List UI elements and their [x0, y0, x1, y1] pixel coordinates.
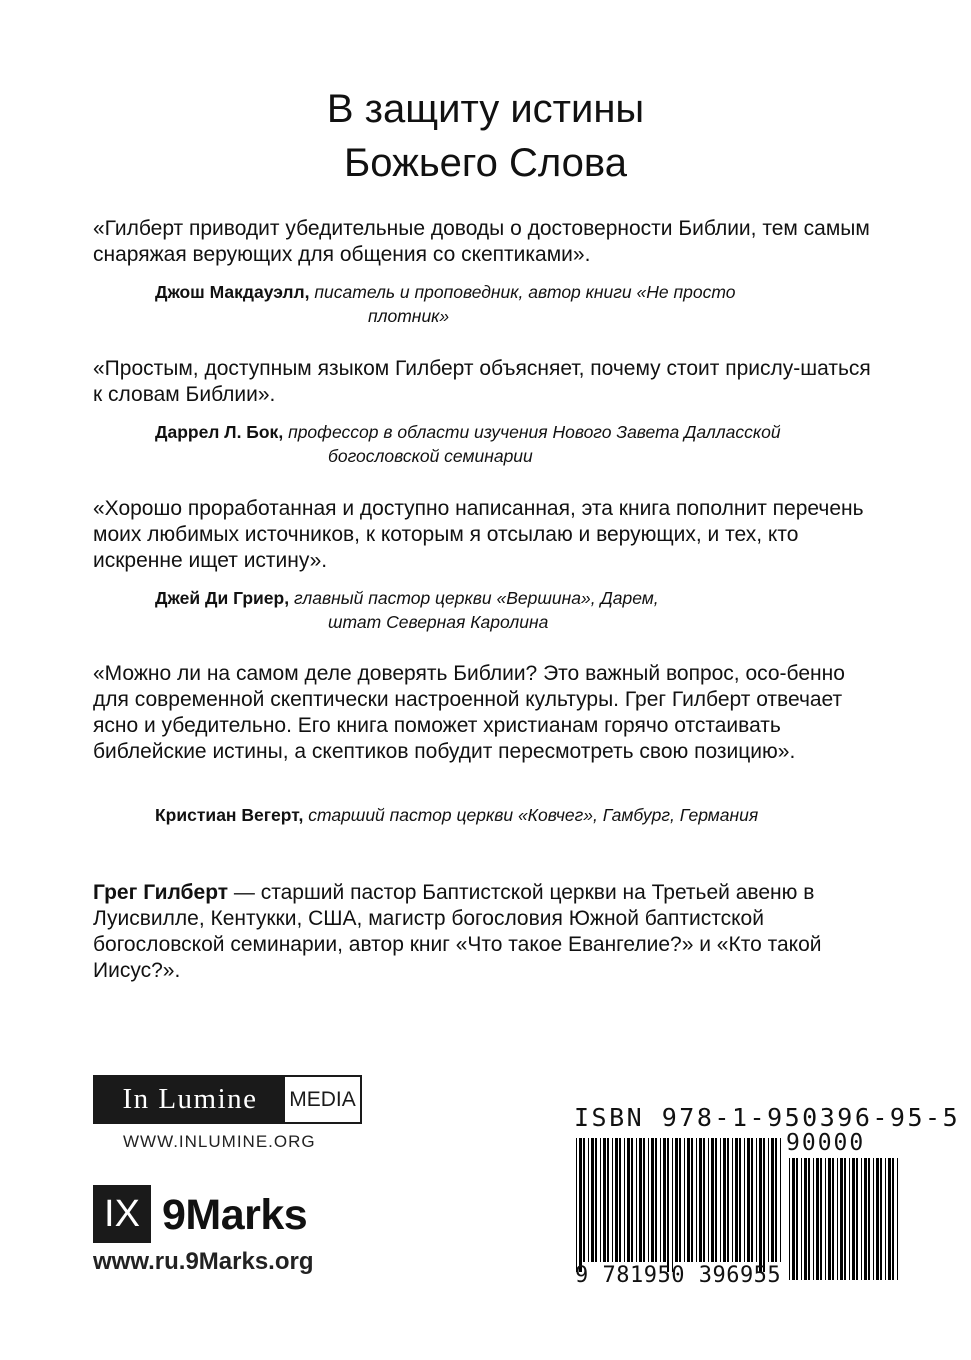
quote-author-role-cont: плотник» — [368, 306, 450, 326]
barcode-bar — [703, 1138, 705, 1262]
barcode-bar — [583, 1138, 585, 1262]
barcode-bar — [696, 1138, 697, 1262]
barcode-bar — [691, 1138, 693, 1262]
barcode-bar — [849, 1158, 850, 1280]
quote-text: «Хорошо проработанная и доступно написанная, эта книга пополнит перечень моих любимых источников, к которым я отсылаю и верующих, и тех, кто искренне ищет истину». — [93, 497, 864, 572]
barcode-bar — [715, 1138, 717, 1262]
barcode-bar — [727, 1138, 729, 1262]
author-bio-text: — старший пастор Баптистской церкви на Третьей авеню в Луисвилле, Кентукки, США, магистр богословия Южной баптистской богословской семинарии, автор книг «Что такое Евангелие?» и «Кто такой Иисус?». — [93, 881, 822, 982]
barcode-bar — [579, 1138, 582, 1272]
quote-author-role: писатель и проповедник, автор книги «Не просто — [314, 282, 736, 302]
quote-text: «Можно ли на самом деле доверять Библии? Это важный вопрос, осо-бенно для современной скептически настроенной культуры. Грег Гилберт отвечает ясно и убедительно. Его книга поможет христианам горячо отстаивать библейские истины, а скептиков побудит пересмотреть свою позицию». — [93, 662, 845, 763]
barcode-bar — [735, 1138, 738, 1262]
title-line-1: В защиту истины — [326, 87, 645, 131]
inlumine-logo-right: MEDIA — [289, 1087, 356, 1111]
quote-text: «Гилберт приводит убедительные доводы о достоверности Библии, тем самым снаряжая верующих для общения со скептиками». — [93, 217, 870, 266]
quote-author: Джош Макдауэлл, — [155, 282, 310, 302]
barcode-bar — [888, 1158, 891, 1280]
barcode-bar — [667, 1138, 669, 1272]
inlumine-url: WWW.INLUMINE.ORG — [123, 1132, 316, 1151]
barcode-bar — [607, 1138, 609, 1262]
barcode-bar — [660, 1138, 661, 1262]
author-bio-name: Грег Гилберт — [93, 881, 229, 904]
barcode-bar — [763, 1138, 765, 1272]
barcode-bar — [747, 1138, 750, 1262]
barcode-bar — [768, 1138, 769, 1262]
barcode-bar — [804, 1158, 807, 1280]
barcode-bar — [828, 1158, 831, 1280]
barcode-bar — [603, 1138, 606, 1262]
barcode-bar — [576, 1138, 577, 1272]
barcode-bar — [816, 1158, 819, 1280]
quote-author-role: профессор в области изучения Нового Завета Далласской — [288, 422, 781, 442]
barcode-bar — [619, 1138, 621, 1262]
ninemarks-url: www.ru.9Marks.org — [93, 1248, 314, 1275]
barcode-bar — [820, 1158, 822, 1280]
barcode-bar — [612, 1138, 613, 1262]
barcode-bar — [739, 1138, 741, 1262]
barcode-bar — [840, 1158, 843, 1280]
barcode-bar — [897, 1158, 898, 1280]
barcode-bar — [861, 1158, 862, 1280]
barcode-bar — [796, 1158, 798, 1280]
barcode-bar — [856, 1158, 858, 1280]
barcode-bar — [711, 1138, 714, 1262]
barcode-bar — [684, 1138, 685, 1262]
barcode-bar — [708, 1138, 709, 1262]
barcode-bar — [744, 1138, 745, 1262]
quote-author-role: главный пастор церкви «Вершина», Дарем, — [293, 588, 659, 608]
barcode-bar — [595, 1138, 597, 1262]
barcode-bar — [780, 1138, 781, 1262]
barcode-bar — [844, 1158, 846, 1280]
barcode-bar — [837, 1158, 838, 1280]
barcode-bar — [663, 1138, 666, 1262]
quote-text: «Простым, доступным языком Гилберт объясняет, почему стоит прислу-шаться к словам Библии». — [93, 357, 871, 406]
quote-author-role-cont: штат Северная Каролина — [328, 612, 549, 632]
quote-author: Кристиан Вегерт, — [155, 805, 304, 825]
barcode-bar — [600, 1138, 601, 1262]
barcode-bar — [675, 1138, 678, 1262]
barcode-bar — [868, 1158, 870, 1280]
barcode-bar — [639, 1138, 642, 1262]
barcode-bar — [651, 1138, 654, 1262]
barcode-bar — [679, 1138, 681, 1262]
barcode-bar — [864, 1158, 867, 1280]
barcode-addon-digits: 90000 — [786, 1130, 866, 1156]
barcode-bar — [873, 1158, 874, 1280]
barcode-bar — [792, 1158, 795, 1280]
barcode-bar — [591, 1138, 594, 1262]
quote-author: Джей Ди Гриер, — [155, 588, 290, 608]
barcode-bar — [892, 1158, 894, 1280]
barcode-bar — [732, 1138, 733, 1262]
barcode-bar — [771, 1138, 774, 1262]
barcode-bar — [588, 1138, 589, 1262]
barcode-ean-digits: 9 781950 396955 — [575, 1263, 782, 1288]
barcode-bar — [655, 1138, 657, 1262]
barcode-bar — [631, 1138, 633, 1262]
barcode-bar — [813, 1158, 814, 1280]
barcode-bar — [876, 1158, 879, 1280]
barcode-bar — [751, 1138, 753, 1262]
ninemarks-ix-logo: IX — [93, 1185, 151, 1243]
barcode-bar — [756, 1138, 757, 1262]
quote-author-role-cont: богословской семинарии — [328, 446, 533, 466]
barcode-bar — [825, 1158, 826, 1280]
barcode-bar — [775, 1138, 777, 1262]
barcode-bar — [624, 1138, 625, 1262]
barcode-bar — [648, 1138, 649, 1262]
ninemarks-logo-text: 9Marks — [162, 1191, 308, 1239]
barcode-bar — [672, 1138, 673, 1272]
inlumine-logo-left: In Lumine — [95, 1077, 285, 1122]
barcode-bar — [885, 1158, 886, 1280]
barcode-bar — [832, 1158, 834, 1280]
barcode-bar — [801, 1158, 802, 1280]
isbn-label: ISBN 978-1-950396-95-5 — [574, 1103, 961, 1132]
barcode-bar — [789, 1158, 790, 1280]
quote-author: Даррел Л. Бок, — [155, 422, 284, 442]
title-line-2: Божьего Слова — [344, 141, 627, 185]
barcode-bar — [615, 1138, 618, 1262]
barcode-bar — [627, 1138, 630, 1262]
quote-author-role: старший пастор церкви «Ковчег», Гамбург, Германия — [308, 805, 759, 825]
barcode-bar — [759, 1138, 762, 1272]
barcode-bar — [636, 1138, 637, 1262]
barcode-bar — [720, 1138, 721, 1262]
barcode-bar — [699, 1138, 702, 1262]
barcode-bar — [808, 1158, 810, 1280]
barcode-bar — [643, 1138, 645, 1262]
barcode-bar — [880, 1158, 882, 1280]
barcode-bar — [852, 1158, 855, 1280]
barcode-bar — [687, 1138, 690, 1262]
barcode-bar — [723, 1138, 726, 1262]
